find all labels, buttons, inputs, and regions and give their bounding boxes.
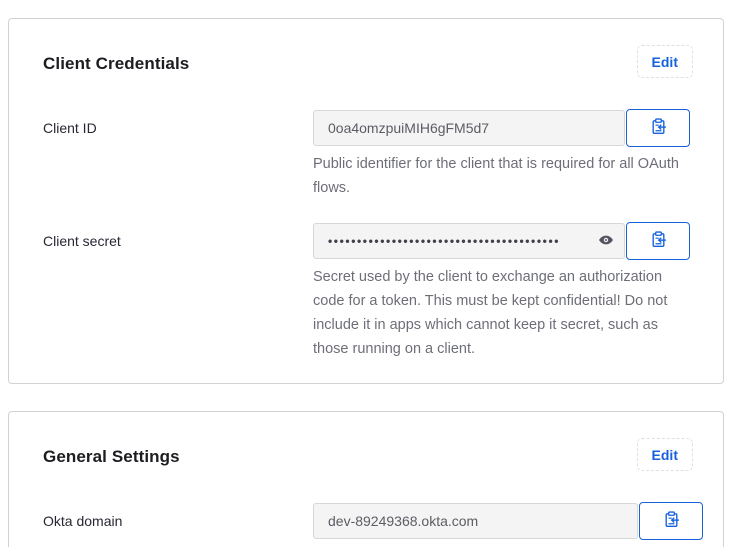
- client-credentials-header: [9, 19, 723, 78]
- app-settings-page: [0, 18, 732, 547]
- client-credentials-title: Client Credentials: [43, 54, 190, 73]
- client-id-control: [313, 109, 693, 200]
- client-id-input-wrap: [313, 110, 625, 146]
- client-secret-row: [9, 222, 723, 361]
- copy-to-clipboard-icon: [650, 118, 667, 138]
- show-secret-eye-icon: [598, 232, 614, 251]
- client-secret-help: Secret used by the client to exchange an authorization code for a token. This must be kept confidential! Do not include it in apps which cannot keep it secret, such as those running on a client.: [313, 269, 668, 357]
- client-id-input[interactable]: [313, 110, 625, 146]
- client-secret-control: [313, 222, 693, 361]
- edit-general-settings-button[interactable]: Edit: [637, 438, 693, 471]
- okta-domain-control: [313, 502, 703, 540]
- edit-client-credentials-button[interactable]: Edit: [637, 45, 693, 78]
- client-id-help: Public identifier for the client that is required for all OAuth flows.: [313, 156, 679, 196]
- general-settings-header: [9, 412, 723, 471]
- okta-domain-input-wrap: [313, 503, 638, 539]
- client-credentials-panel: [8, 18, 724, 384]
- copy-okta-domain-button[interactable]: [639, 502, 703, 540]
- copy-to-clipboard-icon: [663, 511, 680, 531]
- client-secret-label: Client secret: [43, 233, 121, 249]
- okta-domain-row: [9, 502, 723, 540]
- copy-client-id-button[interactable]: [626, 109, 690, 147]
- general-settings-panel: [8, 411, 724, 547]
- client-secret-input-wrap: [313, 223, 625, 259]
- client-secret-input[interactable]: [313, 223, 625, 259]
- reveal-client-secret-button[interactable]: [596, 231, 616, 251]
- client-id-row: [9, 109, 723, 200]
- okta-domain-input[interactable]: [313, 503, 638, 539]
- general-settings-title: General Settings: [43, 447, 180, 466]
- copy-to-clipboard-icon: [650, 231, 667, 251]
- copy-client-secret-button[interactable]: [626, 222, 690, 260]
- client-id-label: Client ID: [43, 120, 97, 136]
- okta-domain-label: Okta domain: [43, 513, 123, 529]
